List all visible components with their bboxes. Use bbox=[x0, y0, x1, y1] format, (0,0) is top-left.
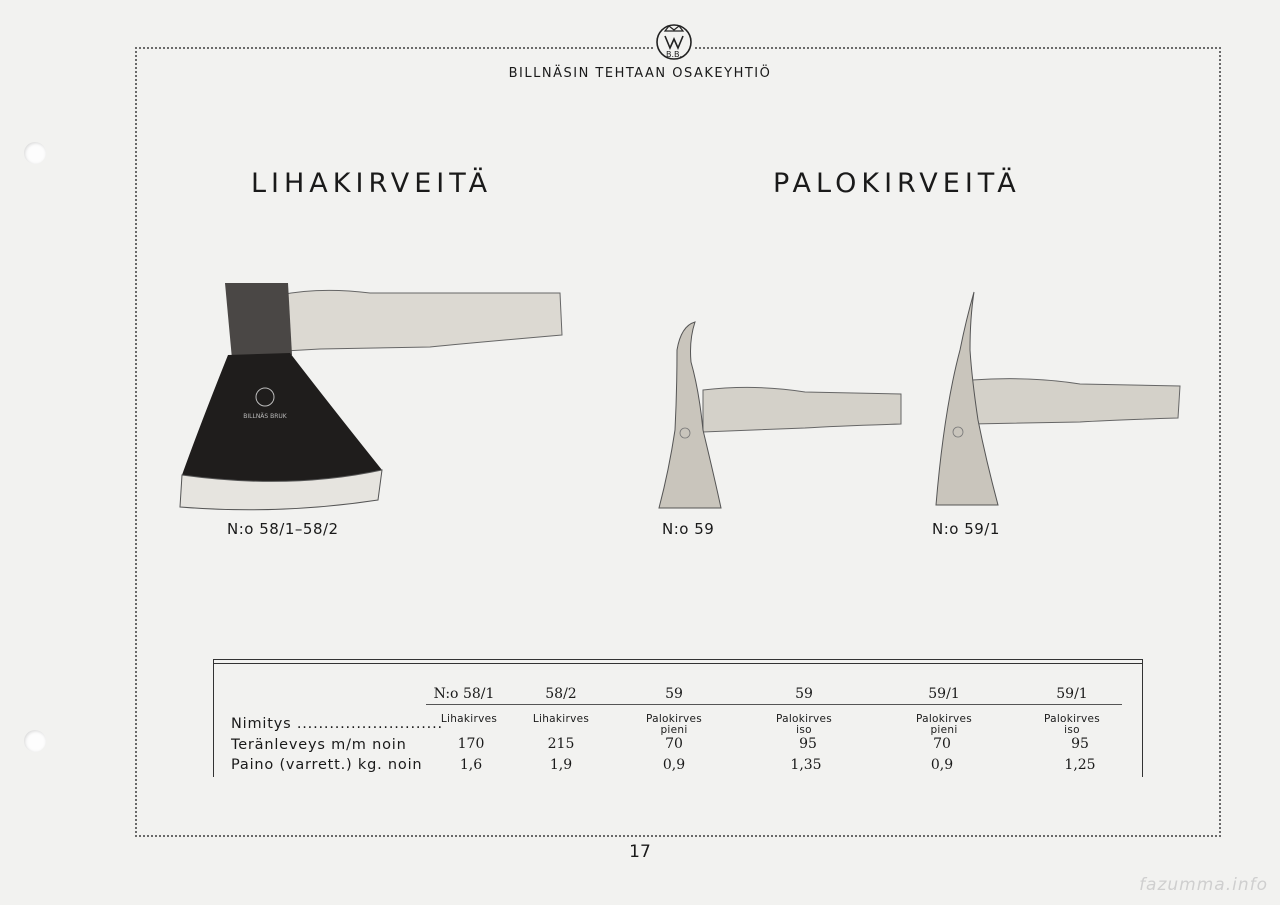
col-width-value: 70 bbox=[665, 736, 683, 752]
cleaver-58-illustration bbox=[170, 275, 570, 515]
col-name-line1: Palokirves bbox=[915, 713, 973, 725]
row-label-paino: Paino (varrett.) kg. noin bbox=[231, 757, 423, 773]
punch-hole-top bbox=[24, 142, 46, 164]
col-number: 59 bbox=[795, 686, 813, 702]
col-weight-value: 1,9 bbox=[549, 757, 573, 773]
punch-hole-bottom bbox=[24, 730, 46, 752]
col-weight-value: 1,25 bbox=[1064, 757, 1096, 773]
table-header-rule bbox=[426, 704, 1122, 705]
row-label-nimitys: Nimitys ........................... bbox=[231, 716, 443, 732]
company-emblem bbox=[654, 20, 694, 62]
col-number: 59 bbox=[665, 686, 683, 702]
col-weight-value: 0,9 bbox=[662, 757, 686, 773]
col-weight-value: 1,6 bbox=[459, 757, 483, 773]
col-weight-value: 1,35 bbox=[790, 757, 822, 773]
col-name-line2: pieni bbox=[660, 724, 688, 736]
col-name-line1: Palokirves bbox=[1043, 713, 1101, 725]
col-width-value: 170 bbox=[457, 736, 485, 752]
col-name bbox=[429, 714, 509, 725]
col-name bbox=[1032, 714, 1112, 736]
cleaver-stamp: BILLNÄS BRUK bbox=[243, 413, 287, 420]
heading-palokirveita: PALOKIRVEITÄ bbox=[773, 168, 1021, 199]
fire-axe-59-illustration bbox=[655, 320, 905, 510]
col-name-line1: Palokirves bbox=[775, 713, 833, 725]
col-name-line1: Lihakirves bbox=[440, 713, 498, 725]
page-number: 17 bbox=[629, 842, 651, 862]
heading-lihakirveita: LIHAKIRVEITÄ bbox=[251, 168, 493, 199]
fire-axe-59-1-illustration bbox=[930, 290, 1190, 510]
col-name-line2: iso bbox=[796, 724, 812, 736]
col-number: 59/1 bbox=[1056, 686, 1088, 702]
col-width-value: 95 bbox=[1071, 736, 1089, 752]
watermark: fazumma.info bbox=[1139, 875, 1268, 895]
col-width-value: 70 bbox=[933, 736, 951, 752]
company-name: BILLNÄSIN TEHTAAN OSAKEYHTIÖ bbox=[508, 66, 772, 81]
col-name-line2: iso bbox=[1064, 724, 1080, 736]
col-width-value: 215 bbox=[547, 736, 575, 752]
table-rule-top bbox=[214, 659, 1142, 660]
col-name bbox=[521, 714, 601, 725]
caption-59-1: N:o 59/1 bbox=[932, 520, 1000, 538]
emblem-text: B.B. bbox=[665, 50, 683, 59]
col-name-line1: Palokirves bbox=[645, 713, 703, 725]
col-name bbox=[764, 714, 844, 736]
col-number: N:o 58/1 bbox=[433, 686, 495, 702]
col-name bbox=[634, 714, 714, 736]
col-width-value: 95 bbox=[799, 736, 817, 752]
col-number: 58/2 bbox=[545, 686, 577, 702]
table-rule-double bbox=[214, 663, 1142, 664]
col-name-line2: pieni bbox=[930, 724, 958, 736]
col-name bbox=[904, 714, 984, 736]
col-name-line1: Lihakirves bbox=[532, 713, 590, 725]
caption-59: N:o 59 bbox=[662, 520, 715, 538]
caption-58: N:o 58/1–58/2 bbox=[227, 520, 339, 538]
col-weight-value: 0,9 bbox=[930, 757, 954, 773]
row-label-teranleveys: Teränleveys m/m noin bbox=[231, 737, 407, 753]
col-number: 59/1 bbox=[928, 686, 960, 702]
spec-table bbox=[213, 659, 1143, 777]
